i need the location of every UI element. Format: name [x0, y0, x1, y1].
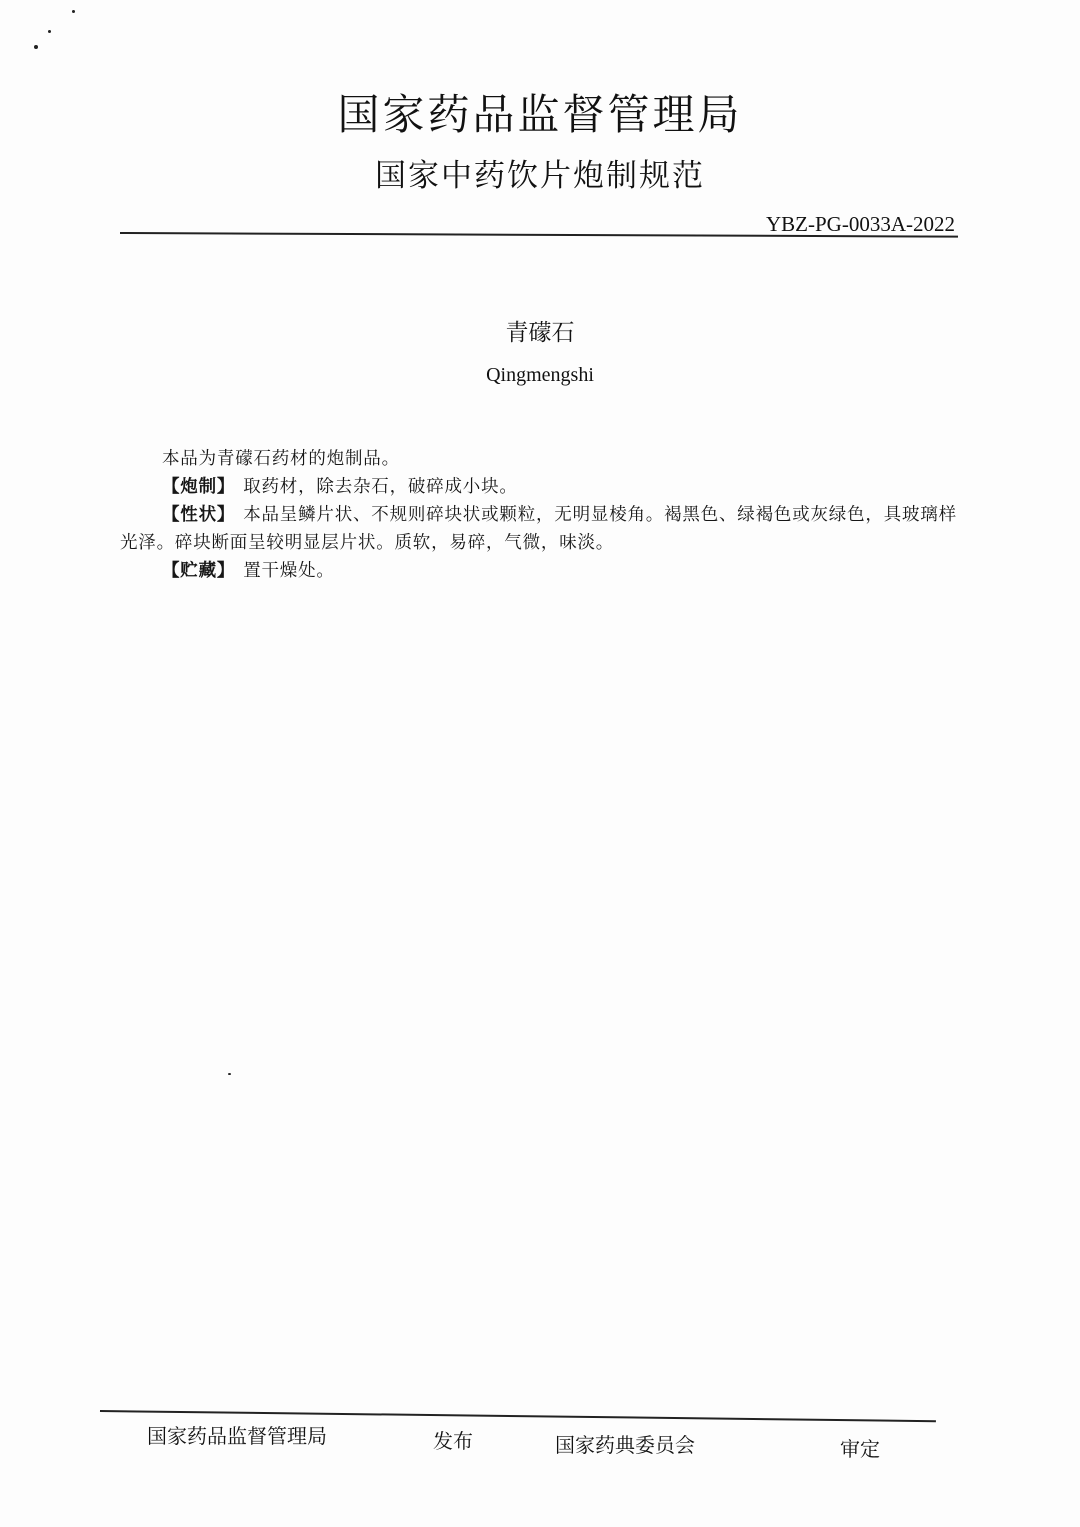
footer-reviewer: 国家药典委员会: [555, 1433, 695, 1457]
section-text: 本品呈鳞片状、不规则碎块状或颗粒，无明显棱角。褐黑色、绿褐色或灰绿色，具玻璃样光泽。碎块断面呈较明显层片状。质软，易碎，气微，味淡。: [120, 505, 957, 553]
scan-speck: [48, 30, 51, 33]
monograph-pinyin: Qingmengshi: [486, 364, 594, 386]
section-text: 取药材，除去杂石，破碎成小块。: [243, 477, 518, 497]
footer-publisher: 国家药品监督管理局: [147, 1424, 327, 1448]
spec-title: 国家中药饮片炮制规范: [375, 158, 705, 194]
section-text: 置干燥处。: [243, 561, 335, 581]
scan-speck: [228, 1073, 231, 1075]
section-label: 【性状】: [162, 505, 236, 525]
storage-section: [120, 557, 958, 585]
processing-section: [120, 473, 958, 501]
intro-text: 本品为青礞石药材的炮制品。: [162, 449, 400, 469]
description-section: [120, 501, 958, 557]
monograph-name: 青礞石: [505, 320, 575, 346]
intro-paragraph: [120, 445, 958, 473]
issuer-title: 国家药品监督管理局: [337, 90, 743, 139]
footer-publish-action: 发布: [433, 1429, 473, 1453]
section-label: 【贮藏】: [162, 561, 236, 581]
monograph-body: [120, 445, 958, 585]
section-label: 【炮制】: [162, 477, 236, 497]
scan-speck: [72, 10, 75, 13]
scan-speck: [34, 45, 38, 49]
document-code: YBZ-PG-0033A-2022: [766, 212, 955, 236]
footer-review-action: 审定: [840, 1437, 880, 1461]
